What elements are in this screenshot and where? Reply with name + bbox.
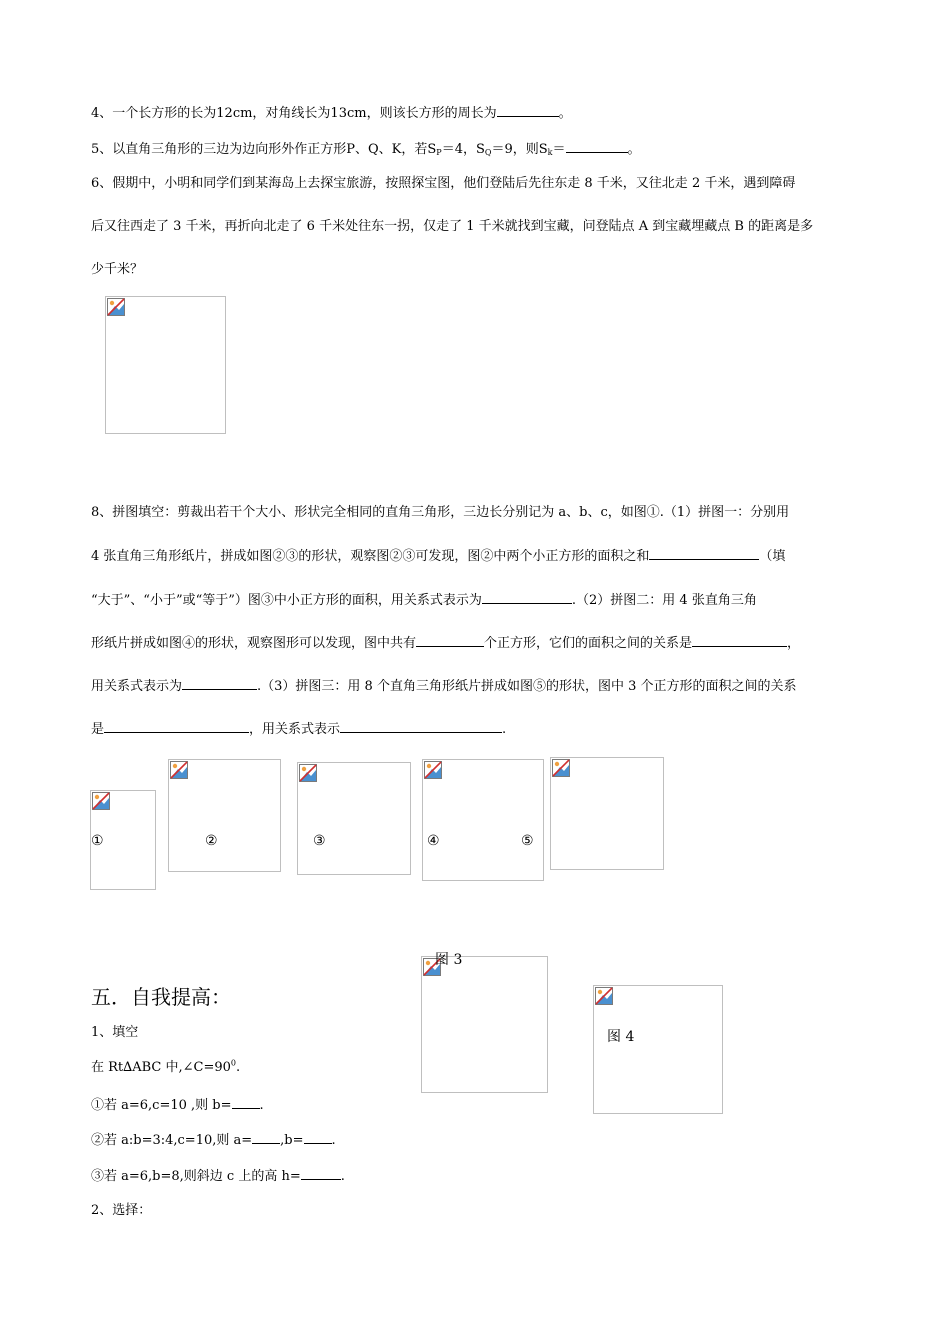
figure-image-4-placeholder <box>593 985 723 1114</box>
broken-image-icon <box>424 761 442 779</box>
section-5-item-3 <box>91 1096 264 1115</box>
section-5-text: . <box>340 1169 345 1184</box>
punct: 。 <box>627 142 641 157</box>
answer-blank <box>301 1167 341 1180</box>
answer-blank <box>252 1131 280 1144</box>
section-5-text: . <box>259 1098 264 1113</box>
section-5-item-2 <box>91 1059 240 1077</box>
broken-image-icon <box>299 764 317 782</box>
answer-blank <box>104 720 249 733</box>
answer-blank <box>340 720 502 733</box>
problem-4-text: 4、一个长方形的长为12cm，对角线长为13cm，则该长方形的周长为 <box>91 106 497 121</box>
problem-8-text: “大于”、“小于”或“等于”）图③中小正方形的面积，用关系式表示为 <box>91 593 482 608</box>
figure-caption-4: 图 4 <box>607 1029 635 1045</box>
section-heading: 五．自我提高： <box>91 985 231 1009</box>
problem-8-text: 形纸片拼成如图④的形状，观察图形可以发现，图中共有 <box>91 636 417 651</box>
broken-image-icon <box>595 987 613 1005</box>
answer-blank <box>232 1096 260 1109</box>
problem-8-line-3 <box>91 591 757 610</box>
problem-5 <box>91 140 641 159</box>
section-5-item-5 <box>91 1167 345 1186</box>
answer-blank <box>182 677 257 690</box>
problem-8-text: （填 <box>759 549 786 564</box>
figure-4-placeholder <box>422 759 544 881</box>
section-5-text: ,b= <box>280 1133 304 1148</box>
problem-6-line-2: 后又往西走了 3 千米，再折向北走了 6 千米处往东一拐，仅走了 1 千米就找到宝藏，问登陆点 A 到宝藏埋藏点 B 的距离是多 <box>91 219 814 234</box>
problem-5-text: 5、以直角三角形的三边为边向形外作正方形P、Q、K，若S <box>91 142 437 157</box>
problem-8-line-2 <box>91 547 785 566</box>
broken-image-icon <box>107 298 125 316</box>
problem-8-text: .（2）拼图二：用 4 张直角三角 <box>571 593 757 608</box>
figure-label-4: ④ <box>427 833 440 849</box>
superscript: 0 <box>230 1058 236 1068</box>
problem-8-line-6 <box>91 720 506 739</box>
problem-8-text: 是 <box>91 722 105 737</box>
figure-label-1: ① <box>91 833 104 849</box>
problem-8-line-4 <box>91 634 800 653</box>
figure-image-3-placeholder <box>421 956 548 1093</box>
punct: 。 <box>558 106 572 121</box>
problem-8-text: 个正方形，它们的面积之间的关系是 <box>484 636 693 651</box>
answer-blank <box>482 591 572 604</box>
answer-blank <box>497 104 559 117</box>
answer-blank <box>304 1131 332 1144</box>
figure-label-5: ⑤ <box>521 833 534 849</box>
section-5-text: 在 Rt∆ABC 中,∠C=90 <box>91 1060 231 1075</box>
problem-4 <box>91 104 572 123</box>
figure-2-placeholder <box>168 759 281 872</box>
answer-blank <box>692 634 787 647</box>
answer-blank <box>649 547 759 560</box>
problem-8-text: ，用关系式表示 <box>249 722 341 737</box>
section-5-text: . <box>331 1133 336 1148</box>
broken-image-icon <box>170 761 188 779</box>
problem-8-line-5 <box>91 677 797 696</box>
section-5-item-6: 2、选择： <box>91 1203 152 1218</box>
figure-label-2: ② <box>205 833 218 849</box>
problem-8-text: 4 张直角三角形纸片，拼成如图②③的形状，观察图②③可发现，图②中两个小正方形的面积之和 <box>91 549 650 564</box>
problem-8-text: .（3）拼图三：用 8 个直角三角形纸片拼成如图⑤的形状，图中 3 个正方形的面积之间的关系 <box>257 679 797 694</box>
problem-6-line-3: 少千米？ <box>91 262 144 277</box>
section-5-text: ①若 a=6,c=10 ,则 b= <box>91 1098 232 1113</box>
subscript: k <box>547 148 553 157</box>
section-5-item-1: 1、填空 <box>91 1025 139 1040</box>
figure-3-placeholder <box>297 762 411 875</box>
answer-blank <box>416 634 484 647</box>
broken-image-icon <box>92 792 110 810</box>
section-5-item-4 <box>91 1131 336 1150</box>
section-5-text: ②若 a:b=3:4,c=10,则 a= <box>91 1133 253 1148</box>
figure-caption-3: 图 3 <box>435 952 463 968</box>
problem-6-line-1: 6、假期中，小明和同学们到某海岛上去探宝旅游，按照探宝图，他们登陆后先往东走 8 千米，又往北走 2 千米，遇到障碍 <box>91 176 796 191</box>
problem-5-text: ＝4，S <box>441 142 485 157</box>
figure-5-placeholder <box>550 757 664 870</box>
section-5-text: . <box>235 1060 241 1075</box>
answer-blank <box>566 140 628 153</box>
map-image-placeholder <box>105 296 226 434</box>
subscript: P <box>436 148 442 157</box>
broken-image-icon <box>552 759 570 777</box>
problem-5-text: ＝ <box>552 142 566 157</box>
figure-label-3: ③ <box>313 833 326 849</box>
problem-8-text: . <box>502 722 507 737</box>
problem-8-text: 用关系式表示为 <box>91 679 183 694</box>
subscript: Q <box>484 148 492 157</box>
problem-8-line-1: 8、拼图填空：剪裁出若干个大小、形状完全相同的直角三角形，三边长分别记为 a、b、c，如图①.（1）拼图一：分别用 <box>91 505 790 520</box>
problem-8-text: ， <box>787 636 801 651</box>
section-5-text: ③若 a=6,b=8,则斜边 c 上的高 h= <box>91 1169 301 1184</box>
problem-5-text: ＝9，则S <box>491 142 548 157</box>
